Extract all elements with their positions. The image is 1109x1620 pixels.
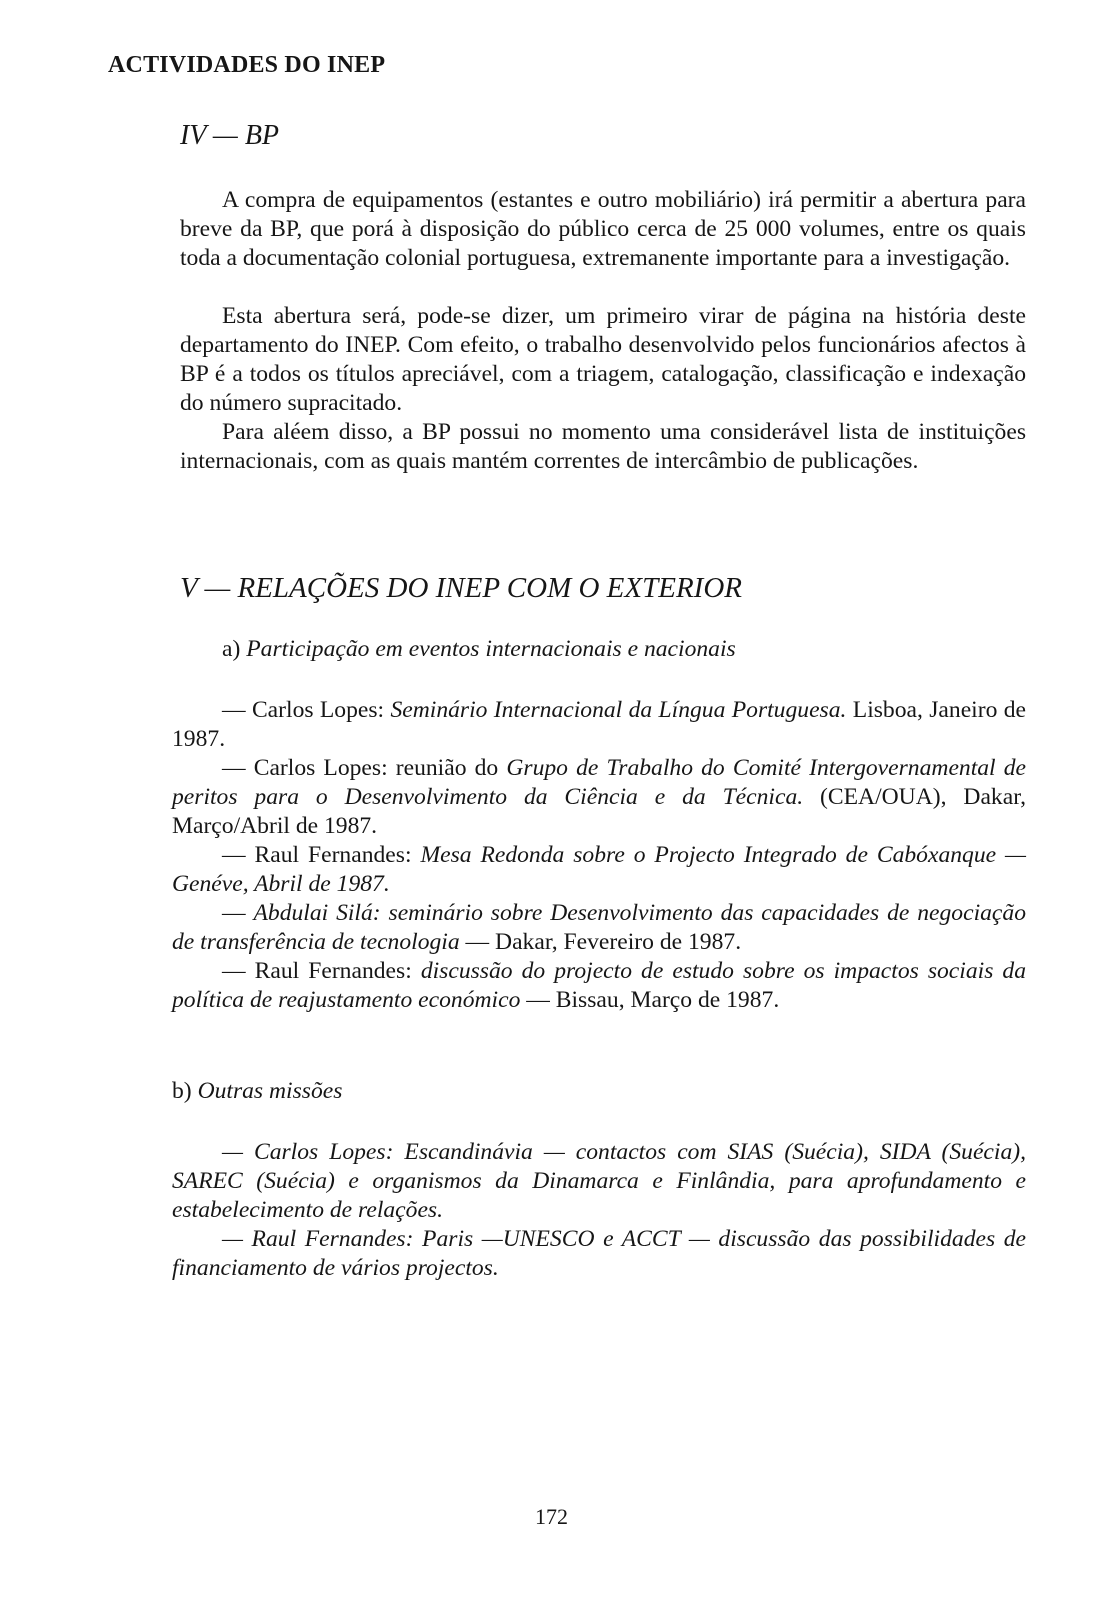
section-iv-paragraph: Esta abertura será, pode-se dizer, um primeiro virar de página na história deste departamento do INEP. Com efeito, o trabalho desenvolvido pelos funcionários afectos à BP é a todos os títulos apreciável, com a triagem, catalogação, classificação e indexação do número supracitado. xyxy=(180,303,1026,416)
subsection-a-title: Participação em eventos internacionais e nacionais xyxy=(246,636,736,662)
subsection-a-marker: a) xyxy=(222,636,241,662)
page-number: 172 xyxy=(535,1504,568,1529)
running-head: ACTIVIDADES DO INEP xyxy=(108,52,386,78)
entry-lead: — Raul Fernandes: xyxy=(222,958,421,984)
section-iv-paragraph: Para aléem disso, a BP possui no momento uma considerável lista de instituições internacionais, com as quais mantém correntes de intercâmbio de publicações. xyxy=(180,419,1026,474)
entry-tail: — Bissau, Março de 1987. xyxy=(520,987,780,1013)
list-item xyxy=(172,957,1026,1015)
list-item xyxy=(172,1138,1026,1225)
entry-lead: — xyxy=(222,900,254,926)
subsection-a-heading xyxy=(222,636,736,663)
subsection-b-heading xyxy=(172,1078,342,1105)
list-item xyxy=(172,754,1026,841)
subsection-b-list xyxy=(172,1138,1026,1283)
section-iv-title: IV — BP xyxy=(180,120,280,151)
entry-title: Abdulai Silá: seminário sobre Desenvolvimento das capacidades de negociação de transferência de tecnologia xyxy=(172,900,1026,955)
list-item xyxy=(172,696,1026,754)
entry-title: — Raul Fernandes: Paris —UNESCO e ACCT — discussão das possibilidades de financiamento de vários projectos. xyxy=(172,1226,1026,1281)
list-item xyxy=(172,1225,1026,1283)
section-v-title: V — RELAÇÕES DO INEP COM O EXTERIOR xyxy=(180,572,742,604)
entry-title: Grupo de Trabalho do Comité Intergovernamental de peritos para o Desenvolvimento da Ciência e da Técnica. xyxy=(172,755,1026,810)
entry-lead: — Carlos Lopes: xyxy=(222,697,391,723)
entry-lead: — Carlos Lopes: reunião do xyxy=(222,755,507,781)
entry-title: Mesa Redonda sobre o Projecto Integrado de Cabóxanque — Genéve, Abril de 1987. xyxy=(172,842,1027,897)
subsection-b-marker: b) xyxy=(172,1078,192,1104)
entry-title: discussão do projecto de estudo sobre os impactos sociais da política de reajustamento económico xyxy=(172,958,1027,1013)
subsection-b-title: Outras missões xyxy=(197,1078,343,1104)
entry-tail: (CEA/OUA), Dakar, Março/Abril de 1987. xyxy=(172,784,1027,839)
list-item xyxy=(172,899,1026,957)
list-item xyxy=(172,841,1026,899)
section-iv-paragraph: A compra de equipamentos (estantes e outro mobiliário) irá permitir a abertura para breve da BP, que porá à disposição do público cerca de 25 000 volumes, entre os quais toda a documentação colonial portuguesa, extremanente importante para a investigação. xyxy=(180,187,1026,271)
entry-title: — Carlos Lopes: Escandinávia — contactos com SIAS (Suécia), SIDA (Suécia), SAREC (Suécia) e organismos da Dinamarca e Finlândia, para aprofundamento e estabelecimento de relações. xyxy=(172,1139,1026,1223)
entry-tail: — Dakar, Fevereiro de 1987. xyxy=(459,929,742,955)
subsection-a-list xyxy=(172,696,1026,1015)
entry-tail: Lisboa, Janeiro de 1987. xyxy=(172,697,1026,752)
entry-lead: — Raul Fernandes: xyxy=(222,842,421,868)
entry-title: Seminário Internacional da Língua Portuguesa. xyxy=(390,697,847,723)
